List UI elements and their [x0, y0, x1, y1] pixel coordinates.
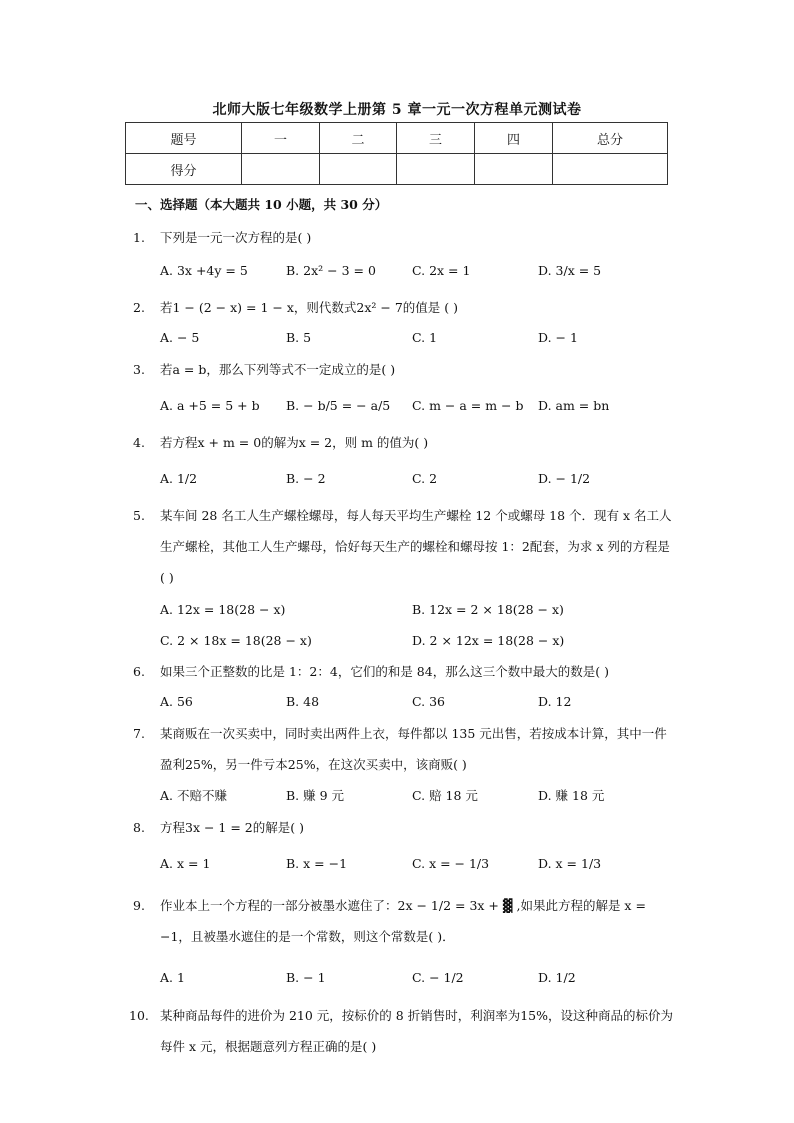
option-d: D. 3/x = 5	[538, 263, 602, 278]
question-10	[129, 1000, 673, 1064]
option-b: B. − 2	[286, 471, 326, 486]
option-a: A. − 5	[160, 330, 200, 345]
question-number: 8.	[133, 820, 145, 835]
question-number: 2.	[133, 300, 145, 315]
question-stem: 如果三个正整数的比是 1：2：4，它们的和是 84，那么这三个数中最大的数是( )	[160, 664, 609, 679]
option-b: B. 5	[286, 330, 312, 345]
score-cell[interactable]	[242, 154, 320, 185]
question-stem: 若1 − (2 − x) = 1 − x，则代数式2x² − 7的值是 ( )	[160, 300, 458, 315]
question-stem: 若方程x + m = 0的解为x = 2，则 m 的值为( )	[160, 435, 429, 450]
score-table	[125, 122, 668, 185]
option-c: C. x = − 1/3	[412, 856, 490, 871]
option-d: D. x = 1/3	[538, 856, 602, 871]
option-a: A. a +5 = 5 + b	[160, 398, 260, 413]
question-stem: 某车间 28 名工人生产螺栓螺母，每人每天平均生产螺栓 12 个或螺母 18 个．现有 x 名工人生产螺栓，其他工人生产螺母，恰好每天生产的螺栓和螺母按 1：2配套，为求 x 列的方程是( )	[160, 508, 672, 585]
option-d: D. 赚 18 元	[538, 788, 605, 803]
option-a: A. x = 1	[160, 856, 211, 871]
option-a: A. 12x = 18(28 − x)	[160, 602, 286, 617]
section-heading: 一、选择题（本大题共 10 小题，共 30 分）	[135, 197, 388, 212]
option-d: D. am = bn	[538, 398, 610, 413]
option-d: D. 2 × 12x = 18(28 − x)	[412, 633, 565, 648]
score-cell[interactable]	[320, 154, 397, 185]
option-b: B. 赚 9 元	[286, 788, 345, 803]
question-4	[133, 427, 673, 489]
option-c: C. − 1/2	[412, 970, 464, 985]
option-c: C. 36	[412, 694, 445, 709]
question-number: 4.	[133, 435, 145, 450]
question-3	[133, 354, 673, 416]
question-2	[133, 292, 673, 354]
option-b: B. x = −1	[286, 856, 348, 871]
table-cell: 总分	[553, 123, 668, 154]
option-b: B. 48	[286, 694, 320, 709]
table-cell: 得分	[126, 154, 242, 185]
option-b: B. 2x² − 3 = 0	[286, 263, 376, 278]
question-8	[133, 812, 673, 874]
option-c: C. m − a = m − b	[412, 398, 524, 413]
question-1	[133, 222, 673, 284]
question-number: 7.	[133, 726, 145, 741]
option-d: D. 1/2	[538, 970, 576, 985]
option-c: C. 赔 18 元	[412, 788, 478, 803]
question-9	[133, 890, 673, 990]
question-number: 9.	[133, 898, 145, 913]
option-c: C. 2	[412, 471, 438, 486]
question-7	[133, 718, 673, 813]
table-cell: 题号	[126, 123, 242, 154]
option-a: A. 1	[160, 970, 185, 985]
question-stem: 下列是一元一次方程的是( )	[160, 230, 312, 245]
question-number: 3.	[133, 362, 145, 377]
score-table-score-row	[126, 154, 668, 185]
option-c: C. 2x = 1	[412, 263, 471, 278]
score-table-header-row	[126, 123, 668, 154]
score-cell[interactable]	[397, 154, 475, 185]
question-number: 5.	[133, 508, 145, 523]
question-5	[133, 500, 673, 655]
option-a: A. 1/2	[160, 471, 198, 486]
table-cell: 四	[475, 123, 553, 154]
score-cell[interactable]	[553, 154, 668, 185]
option-d: D. − 1/2	[538, 471, 591, 486]
option-b: B. − b/5 = − a/5	[286, 398, 391, 413]
question-number: 1.	[133, 230, 145, 245]
option-b: B. − 1	[286, 970, 326, 985]
table-cell: 三	[397, 123, 475, 154]
option-a: A. 56	[160, 694, 193, 709]
option-c: C. 2 × 18x = 18(28 − x)	[160, 633, 312, 648]
option-d: D. 12	[538, 694, 572, 709]
option-a: A. 3x +4y = 5	[160, 263, 248, 278]
option-c: C. 1	[412, 330, 438, 345]
option-b: B. 12x = 2 × 18(28 − x)	[412, 602, 564, 617]
question-number: 10.	[129, 1008, 149, 1023]
score-cell[interactable]	[475, 154, 553, 185]
document-title: 北师大版七年级数学上册第 5 章一元一次方程单元测试卷	[212, 102, 582, 118]
question-6	[133, 656, 673, 718]
question-stem: 方程3x − 1 = 2的解是( )	[160, 820, 304, 835]
question-stem: 某种商品每件的进价为 210 元，按标价的 8 折销售时，利润率为15%，设这种商品的标价为每件 x 元，根据题意列方程正确的是( )	[160, 1008, 673, 1054]
question-number: 6.	[133, 664, 145, 679]
question-stem: 作业本上一个方程的一部分被墨水遮住了：2x − 1/2 = 3x + ▓ ,如果此方程的解是 x = −1，且被墨水遮住的是一个常数，则这个常数是( )．	[160, 898, 646, 944]
table-cell: 一	[242, 123, 320, 154]
question-stem: 若a = b，那么下列等式不一定成立的是( )	[160, 362, 396, 377]
option-a: A. 不赔不赚	[160, 788, 227, 803]
question-stem: 某商贩在一次买卖中，同时卖出两件上衣，每件都以 135 元出售，若按成本计算，其中一件盈利25%，另一件亏本25%，在这次买卖中，该商贩( )	[160, 726, 667, 772]
table-cell: 二	[320, 123, 397, 154]
option-d: D. − 1	[538, 330, 578, 345]
